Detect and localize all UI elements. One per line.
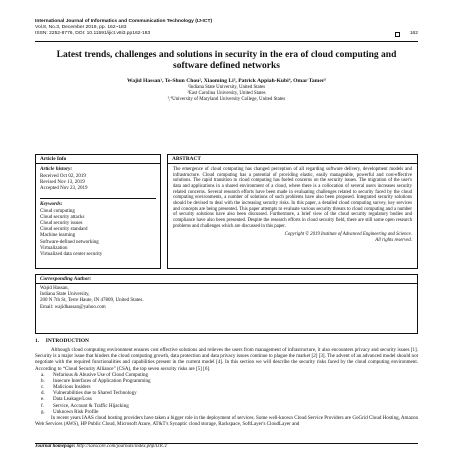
header-rule xyxy=(35,41,418,42)
footer-label: Journal homepage: xyxy=(35,444,76,449)
affiliation: ³,⁴University of Maryland University College, United States xyxy=(167,97,286,103)
list-label: f. xyxy=(41,402,44,409)
abstract-heading: ABSTRACT xyxy=(168,155,417,164)
article-info-box xyxy=(35,154,161,269)
list-text: Service, Account & Traffic Hijacking xyxy=(53,402,129,409)
journal-issn: ISSN: 2252-8776, DOI: 10.11591/ijict.v8i3.pp162-183 xyxy=(35,31,151,37)
list-text: Insecure Interfaces of Application Programming xyxy=(53,377,151,384)
list-text: Unknown Risk Profile xyxy=(53,408,99,415)
list-text: Malicious Insiders xyxy=(53,384,91,391)
keyword: Cloud security standard xyxy=(40,227,88,233)
corresponding-author-box xyxy=(35,274,418,334)
risk-list xyxy=(35,372,418,415)
intro-paragraph: Although cloud computing environment ensures cost effective solutions and relieves the users from management of infrastructure, it also encounters privacy and security issues [1]. Security is a major issue that hinders the cloud computing growth, data protection and data privacy issues continue to plague the market [2] [3]. The advent of an advanced model should not negotiate with the required functionalities and capabilities present in the current model [4]. In this section we will describe the security risks faced by the cloud computing environment. According to “Cloud Security Alliance” (CSA), the top seven security risks are [5] [6]. xyxy=(35,347,418,372)
page-number: 162 xyxy=(409,31,418,37)
history-item: Accepted Nov 23, 2019 xyxy=(40,186,88,192)
journal-footer xyxy=(35,444,167,449)
article-info-heading: Article Info xyxy=(36,155,160,164)
article-history xyxy=(36,172,160,195)
list-label: b. xyxy=(41,377,45,384)
intro-paragraph: In recent years IAAS cloud hosting providers have taken a bigger role in the deployment of services. Some well-known Cloud Service Providers are GoGrid Cloud Hosting, Amazon Web Services (AWS), HP Public Cloud, Microsoft Azure, AT&T's Synaptic cloud storage, Rackspace, SoftLayer's CloudLayer and xyxy=(35,414,418,428)
list-text: Nefarious & Abusive Use of Cloud Computing xyxy=(53,371,149,378)
list-label: c. xyxy=(41,384,45,391)
journal-volume: Vol.8, No.3, December 2019, pp. 162~183 xyxy=(35,25,127,31)
abstract-text: The emergence of cloud computing has changed perception of all regarding software delivery, development models and infrastructure. Cloud computing has a potential of providing elastic, easily manageable, powerful and cost-effective solutions. The rapid transition to cloud computing has fueled concerns on the security issues. The migration of the user's data and applications in a shared environment of a cloud, where there is a collocation of several users increases security related concerns. Several research efforts have been made in evaluating challenges related to security faced by the cloud computing environments, a number of solutions of such problems have also been proposed. Integrated security solutions should be devised to deal with the increasing security risks. In this paper, a detailed cloud computing survey, key services and concepts are being presented. This paper attempts to evaluate various security threats to cloud computing and a number of security solutions have also been discussed. Furthermore, a brief view of the cloud security regulatory bodies and compliance have also been presented. Despite the research efforts in cloud security field, there are still some open research problems and challenges which are discussed in this paper. xyxy=(173,167,412,229)
history-item: Received Oct 02, 2019 xyxy=(40,174,86,179)
keywords-label: Keywords: xyxy=(40,200,63,207)
corresponding-line: Wajid Hassan, xyxy=(40,286,69,291)
copyright-line: Copyright © 2019 Institute of Advanced Engineering and Science. xyxy=(284,232,412,238)
introduction-section xyxy=(35,338,418,427)
list-label: e. xyxy=(41,396,45,403)
journal-header xyxy=(35,19,418,38)
section-heading: 1. INTRODUCTION xyxy=(35,338,89,344)
paper-title: Latest trends, challenges and solutions in security in the era of cloud computing and software defined networks xyxy=(56,50,397,71)
author-list: Wajid Hassan¹, Te-Shun Chou², Xiaoming Li³, Patrick Appiah-Kubi⁴, Omar Tamer⁵ xyxy=(127,78,326,84)
keyword: Machine learning xyxy=(40,233,76,239)
keyword: Virtualized data center security xyxy=(40,252,103,258)
list-text: Data Leakage/Loss xyxy=(53,396,92,403)
corresponding-line: Indiana State University, xyxy=(40,292,90,298)
abstract-box xyxy=(167,154,418,269)
keyword: Cloud security attacks xyxy=(40,214,85,220)
corresponding-email: Email: wajidhassan@yahoo.com xyxy=(40,304,106,310)
article-history-label: Article history: xyxy=(40,166,73,172)
corresponding-line: 200 N 7th St, Terre Haute, IN 47809, United States. xyxy=(40,298,144,304)
keyword: Virtualization xyxy=(40,245,68,251)
keyword: Software-defined networking xyxy=(40,239,99,245)
list-label: g. xyxy=(41,408,45,415)
list-label: a. xyxy=(41,371,45,378)
journal-name: International Journal of Informatics and Communication Technology (IJ-ICT) xyxy=(35,19,213,24)
corresponding-author-details xyxy=(36,284,417,313)
affiliation: ¹Indiana State University, United States xyxy=(187,85,266,90)
history-item: Revised Nov 13, 2019 xyxy=(40,180,85,186)
page-square-icon xyxy=(395,32,400,37)
list-text: Vulnerabilities due to Shared Technology xyxy=(53,390,137,397)
keyword: Cloud computing xyxy=(40,208,75,214)
copyright-line: All rights reserved. xyxy=(375,237,412,243)
affiliations xyxy=(40,85,413,103)
keywords-list xyxy=(36,207,160,261)
copyright-notice xyxy=(168,232,417,243)
affiliation: ²East Carolina University, United States xyxy=(187,91,266,97)
list-label: d. xyxy=(41,390,45,397)
journal-homepage-link[interactable]: http://iaescore.com/journals/index.php/IJICT xyxy=(76,444,168,449)
corresponding-author-label: Corresponding Author: xyxy=(36,275,417,284)
keyword: Cloud security issues xyxy=(40,221,83,227)
